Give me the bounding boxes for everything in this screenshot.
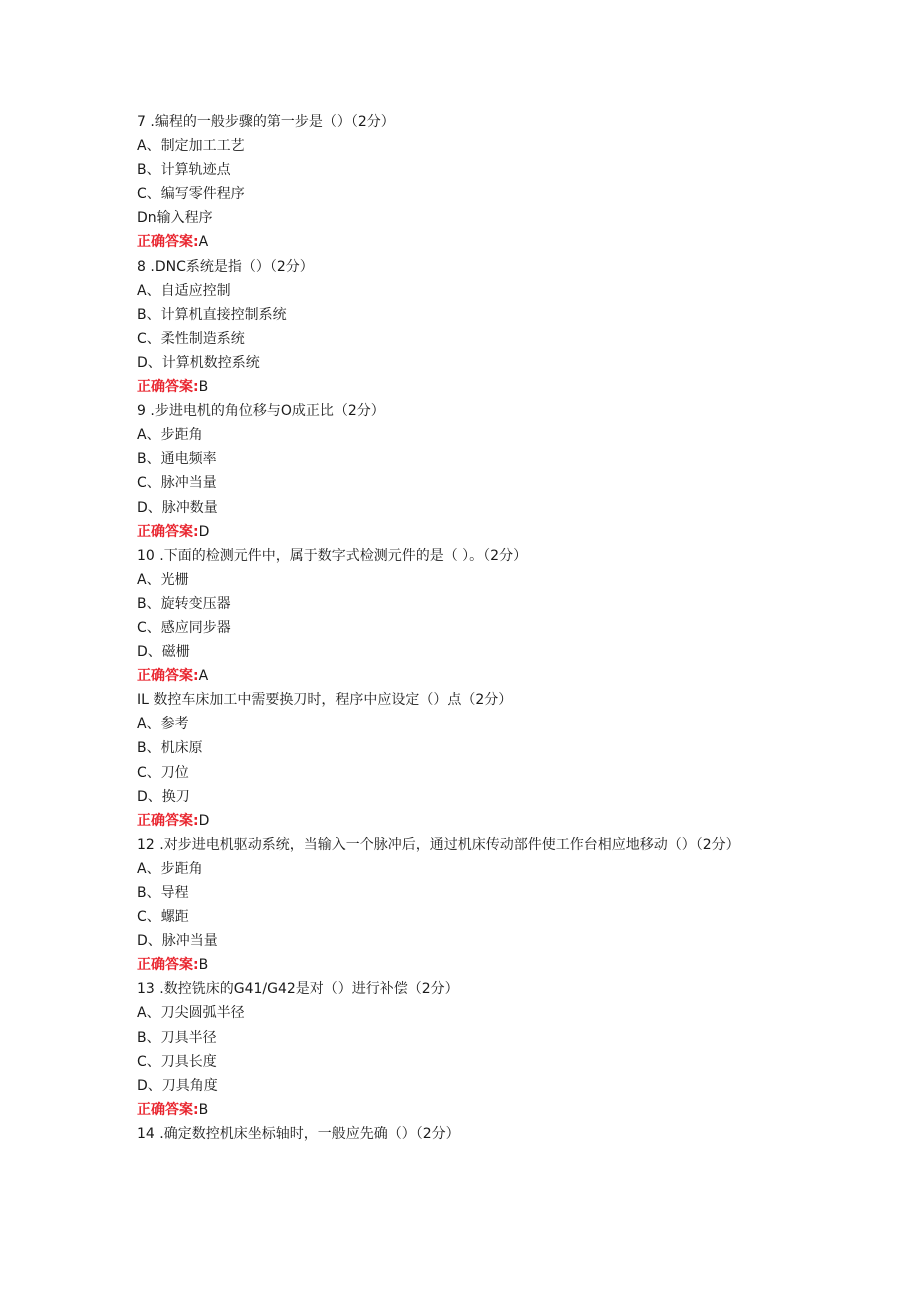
question-stem [137,688,797,712]
question-number: 12 [137,836,155,853]
question-number: 7 [137,114,146,130]
correct-answer-value: B [198,1101,209,1118]
answer-option: D、刀具角度 [137,1077,218,1094]
correct-answer-label: 正确答案: [137,234,199,251]
correct-answer [137,375,797,399]
answer-option: B、旋转变压器 [137,595,231,612]
question-document [137,110,797,1146]
correct-answer-label: 正确答案: [137,812,199,829]
answer-option: C、感应同步器 [137,619,231,636]
answer-option: C、脉冲当量 [137,475,217,492]
question-stem [137,255,797,279]
question-block [137,833,797,978]
correct-answer [137,520,797,544]
correct-answer [137,230,797,254]
question-block [137,399,797,544]
answer-option: D、磁栅 [137,644,190,661]
question-stem [137,399,797,423]
answer-option: B、计算机直接控制系统 [137,306,287,323]
question-stem [137,977,797,1001]
answer-option: B、机床原 [137,740,203,757]
correct-answer [137,1098,797,1122]
answer-option: A、步距角 [137,427,203,444]
question-text: .数控铣床的G41/G42是对（）进行补偿（2分） [154,981,459,998]
answer-option: A、刀尖圆弧半径 [137,1005,245,1022]
question-stem [137,110,797,134]
answer-option: B、计算轨迹点 [137,162,231,179]
question-stem [137,1122,797,1146]
question-number: 8 [137,258,146,275]
correct-answer-label: 正确答案: [137,668,199,685]
answer-option: A、步距角 [137,860,203,877]
answer-option: B、刀具半径 [137,1029,217,1046]
question-block [137,1122,797,1146]
correct-answer-value: A [198,668,209,685]
question-block [137,977,797,1122]
question-text: .步进电机的角位移与O成正比（2分） [145,403,385,420]
correct-answer-value: D [198,523,210,540]
question-text: .确定数控机床坐标轴时，一般应先确（）（2分） [154,1125,460,1142]
question-block [137,110,797,255]
question-number: 9 [137,403,146,420]
answer-option: A、参考 [137,716,189,733]
answer-option: C、柔性制造系统 [137,330,245,347]
question-stem [137,833,797,857]
answer-option: B、通电频率 [137,451,217,468]
correct-answer-label: 正确答案: [137,379,199,396]
answer-option: A、制定加工工艺 [137,138,245,155]
answer-option: C、编写零件程序 [137,186,245,203]
correct-answer-label: 正确答案: [137,1101,199,1118]
correct-answer [137,953,797,977]
answer-option: D、换刀 [137,788,190,805]
correct-answer-value: B [198,379,209,396]
correct-answer-value: B [198,957,209,974]
question-text: 数控车床加工中需要换刀时，程序中应设定（）点（2分） [148,692,513,709]
question-number: 10 [137,547,155,564]
correct-answer-value: D [198,812,210,829]
question-number: 14 [137,1125,155,1142]
question-text: .下面的检测元件中，属于数字式检测元件的是（ ）。（2分） [154,547,528,564]
question-block [137,688,797,833]
question-number: IL [137,692,149,709]
question-text: .DNC系统是指（）（2分） [145,258,314,275]
correct-answer-label: 正确答案: [137,523,199,540]
question-text: .对步进电机驱动系统，当输入一个脉冲后，通过机床传动部件使工作台相应地移动（）（2分） [154,836,740,853]
correct-answer-value: A [198,234,209,251]
question-stem [137,544,797,568]
answer-option: C、刀位 [137,764,189,781]
answer-option: Dn输入程序 [137,210,213,227]
correct-answer [137,809,797,833]
question-number: 13 [137,981,155,998]
correct-answer [137,664,797,688]
answer-option: B、导程 [137,885,189,901]
answer-option: A、光栅 [137,571,189,588]
correct-answer-label: 正确答案: [137,957,199,974]
answer-option: C、螺距 [137,909,189,926]
question-block [137,544,797,689]
answer-option: D、脉冲当量 [137,933,218,950]
answer-option: C、刀具长度 [137,1053,217,1070]
answer-option: D、计算机数控系统 [137,354,260,371]
question-text: .编程的一般步骤的第一步是（）（2分） [145,114,395,130]
answer-option: A、自适应控制 [137,282,231,299]
answer-option: D、脉冲数量 [137,499,218,516]
question-block [137,255,797,400]
